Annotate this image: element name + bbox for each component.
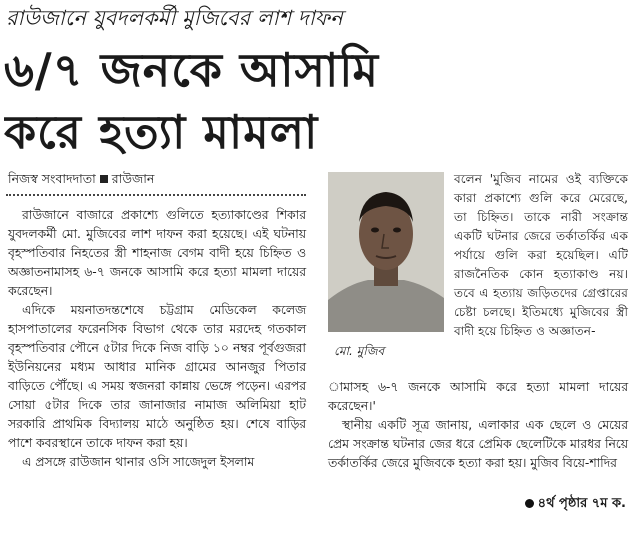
continuation-note: [525, 494, 626, 514]
photo-caption: মো. মুজিব: [334, 344, 385, 358]
bottom-column: [328, 378, 628, 473]
right-column: [454, 170, 628, 341]
headline-line-2: করে হত্যা মামলা: [4, 105, 319, 159]
headline-line-1: ৬/৭ জনকে আসামি: [4, 43, 380, 97]
byline-author: নিজস্ব সংবাদদাতা: [8, 171, 96, 186]
bullet-icon: [525, 499, 534, 508]
square-bullet-icon: [100, 175, 108, 183]
byline-divider: [6, 194, 306, 196]
left-column: [8, 206, 306, 472]
byline: [8, 170, 308, 188]
paragraph: এদিকে ময়নাতদন্তশেষে চট্টগ্রাম মেডিকেল কলেজ হাসপাতালের ফরেনসিক বিভাগ থেকে তার মরদেহ গতকাল বৃহস্পতিবার পৌনে ৫টার দিকে নিজ বাড়ি ১০ নম্বর পূর্বগুজরা ইউনিয়নের মধ্যম আধার মানিক গ্রামের আনজুর পিতার বাড়িতে পৌঁছে। এ সময় স্বজনরা কান্নায় ভেঙ্গে পড়েন। এরপর সোয়া ৫টার দিকে তার জানাজার নামাজ অলিমিয়া হাট সরকারি প্রাথমিক বিদ্যালয় মাঠে অনুষ্ঠিত হয়। শেষে বাড়ির পাশে কবরস্থানে তাকে দাফন করা হয়।: [8, 303, 306, 450]
continuation-text: ৪র্থ পৃষ্ঠার ৭ম ক.: [537, 496, 626, 511]
paragraph: এ প্রসঙ্গে রাউজান থানার ওসি সাজেদুল ইসলাম: [22, 455, 255, 469]
article-kicker: রাউজানে যুবদলকর্মী মুজিবের লাশ দাফন: [6, 6, 343, 30]
paragraph: স্থানীয় একটি সূত্র জানায়, এলাকার এক ছেলে ও মেয়ের প্রেম সংক্রান্ত ঘটনার জের ধরে প্রেমিক ছেলেটিকে মারধর নিয়ে তর্কাতর্কির জেরে মুজিবকে হত্যা করা হয়। মুজিব বিয়ে-শাদির: [328, 418, 628, 470]
byline-location: রাউজান: [111, 171, 155, 186]
paragraph: ামাসহ ৬-৭ জনকে আসামি করে হত্যা মামলা দায়ের করেছেন।': [328, 380, 628, 413]
paragraph: বলেন 'মুজিব নামের ওই ব্যক্তিকে কারা প্রকাশ্যে গুলি করে মেরেছে, তা চিহ্নিত। তাকে নারী সংক্রান্ত একটি ঘটনার জেরে তর্কাতর্কির এক পর্যায়ে গুলি করা হয়েছিল। এটি রাজনৈতিক কোন হত্যাকাণ্ড নয়। তবে এ হত্যায় জড়িতদের গ্রেপ্তারের চেষ্টা চলছে। ইতিমধ্যে মুজিবের স্ত্রী বাদী হয়ে চিহ্নিত ও অজ্ঞাতন-: [454, 172, 628, 338]
portrait-illustration: [328, 172, 444, 332]
portrait-photo: [328, 172, 444, 332]
paragraph: রাউজানে বাজারে প্রকাশ্যে গুলিতে হত্যাকাণ্ডের শিকার যুবদলকর্মী মো. মুজিবের লাশ দাফন করা হয়েছে। এই ঘটনায় বৃহস্পতিবার নিহতের স্ত্রী শাহনাজ বেগম বাদী হয়ে চিহ্নিত ও অজ্ঞাতনামাসহ ৬-৭ জনকে আসামি করে হত্যা মামলা দায়ের করেছেন।: [8, 208, 306, 298]
